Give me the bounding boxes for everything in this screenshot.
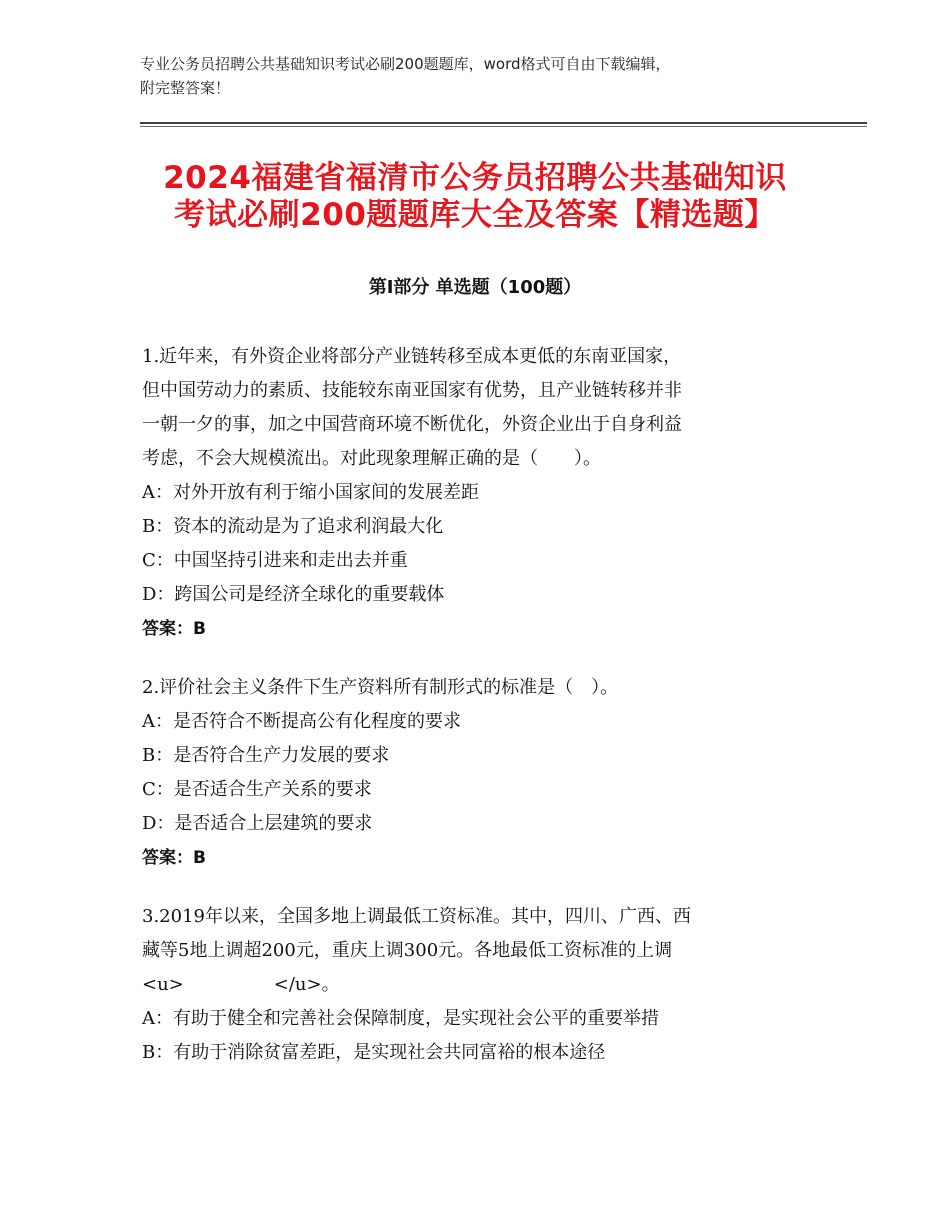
document-title: [120, 160, 830, 234]
question-stem-line: 考虑，不会大规模流出。对此现象理解正确的是（ ）。: [142, 448, 601, 469]
document-title-line-1: 2024福建省福清市公务员招聘公共基础知识: [163, 160, 787, 196]
answer-label: 答案：B: [142, 848, 206, 868]
answer-label: 答案：B: [142, 619, 206, 639]
header-note-line-1: 专业公务员招聘公共基础知识考试必刷200题题库，word格式可自由下载编辑，: [140, 55, 671, 73]
header-note-line-2: 附完整答案！: [140, 79, 231, 97]
question-stem-line: 一朝一夕的事，加之中国营商环境不断优化，外资企业出于自身利益: [142, 414, 682, 435]
option-a: A：有助于健全和完善社会保障制度，是实现社会公平的重要举措: [142, 1008, 659, 1029]
question-2: [142, 671, 822, 875]
option-a: A：是否符合不断提高公有化程度的要求: [142, 711, 461, 732]
question-stem-line: 但中国劳动力的素质、技能较东南亚国家有优势，且产业链转移并非: [142, 380, 682, 401]
section-title: 第I部分 单选题（100题）: [368, 277, 582, 298]
option-d: D：是否适合上层建筑的要求: [142, 813, 373, 834]
question-stem-line: 3.2019年以来，全国多地上调最低工资标准。其中，四川、广西、西: [142, 906, 691, 927]
header-divider-thick: [140, 122, 867, 124]
option-a: A：对外开放有利于缩小国家间的发展差距: [142, 482, 479, 503]
header-note: [140, 52, 820, 100]
option-b: B：资本的流动是为了追求利润最大化: [142, 516, 444, 537]
option-b: B：是否符合生产力发展的要求: [142, 745, 390, 766]
question-1: [142, 340, 822, 646]
question-list: [142, 340, 822, 1095]
question-stem-line: <u> </u>。: [142, 974, 340, 995]
option-b: B：有助于消除贫富差距，是实现社会共同富裕的根本途径: [142, 1042, 606, 1063]
option-c: C：中国坚持引进来和走出去并重: [142, 550, 408, 571]
header-divider-thin: [140, 126, 867, 127]
question-stem-line: 2.评价社会主义条件下生产资料所有制形式的标准是（ ）。: [142, 677, 619, 698]
option-d: D：跨国公司是经济全球化的重要载体: [142, 584, 445, 605]
document-title-line-2: 考试必刷200题题库大全及答案【精选题】: [174, 197, 776, 233]
question-3: [142, 900, 822, 1070]
option-c: C：是否适合生产关系的要求: [142, 779, 372, 800]
question-stem-line: 藏等5地上调超200元，重庆上调300元。各地最低工资标准的上调: [142, 940, 673, 961]
question-stem-line: 1.近年来，有外资企业将部分产业链转移至成本更低的东南亚国家，: [142, 346, 682, 367]
